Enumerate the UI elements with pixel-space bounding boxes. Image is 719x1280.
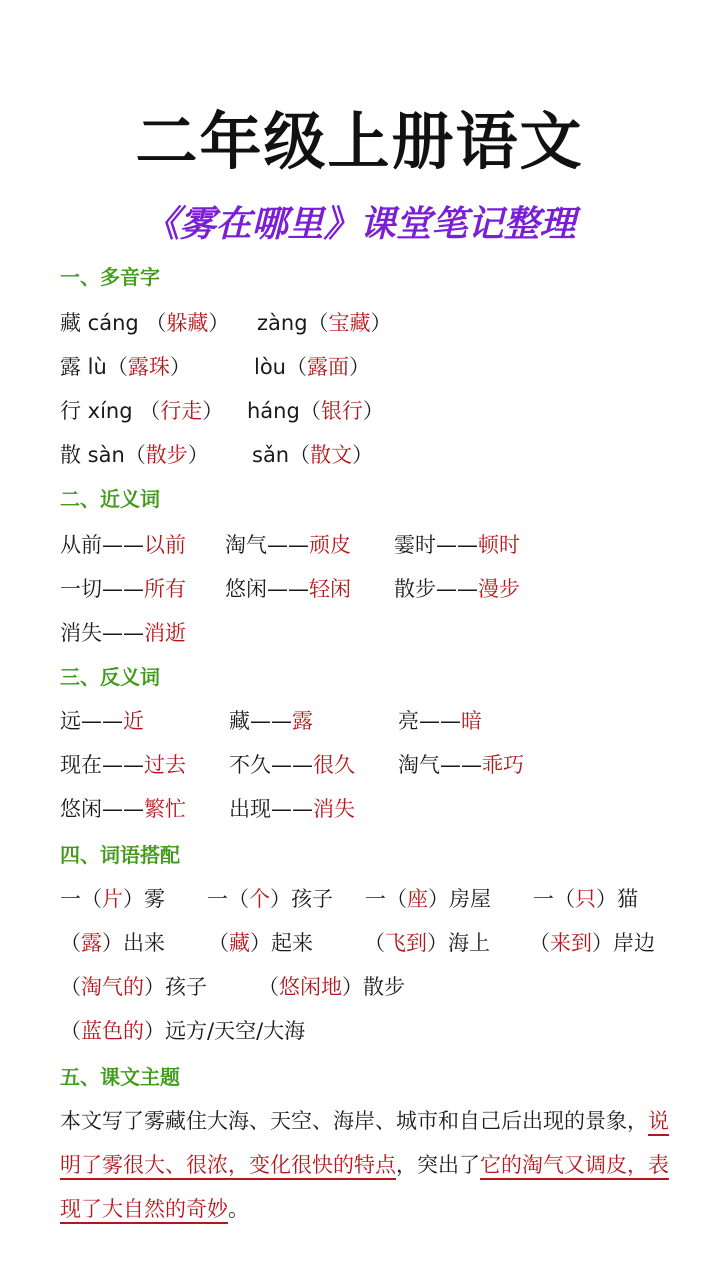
antonym-answer: 繁忙 [144, 797, 186, 821]
polyphonic-reading-2 [252, 440, 373, 470]
polyphonic-word: 躲藏 [166, 311, 209, 335]
synonym-pair [394, 530, 520, 560]
section-heading-collocations: 四、词语搭配 [60, 843, 180, 867]
section-heading-polyphonic: 一、多音字 [60, 265, 160, 289]
collocation-row [60, 972, 680, 1002]
polyphonic-text: ） [169, 355, 191, 379]
polyphonic-text: lòu（ [254, 355, 307, 379]
synonym-row [60, 530, 680, 560]
polyphonic-word: 银行 [320, 399, 363, 423]
collocation-text: ）孩子 [270, 887, 333, 911]
antonym-term: 悠闲—— [60, 797, 144, 821]
antonym-pair [60, 706, 144, 736]
page-subtitle: 《雾在哪里》课堂笔记整理 [143, 204, 576, 245]
collocation-text: ）散步 [342, 975, 405, 999]
polyphonic-row [60, 396, 680, 426]
antonym-answer: 露 [292, 709, 313, 733]
antonym-term: 淘气—— [398, 753, 482, 777]
synonym-pair [225, 530, 351, 560]
polyphonic-reading-2 [254, 352, 370, 382]
collocation-answer: 露 [81, 931, 102, 955]
polyphonic-reading-1 [60, 352, 191, 382]
synonym-term: 从前—— [60, 533, 144, 557]
collocation-text: （ [208, 931, 229, 955]
collocation-answer: 飞到 [385, 931, 427, 955]
antonym-pair [229, 794, 355, 824]
synonym-term: 淘气—— [225, 533, 309, 557]
synonym-pair [225, 574, 351, 604]
synonym-pair [60, 530, 186, 560]
polyphonic-reading-1 [60, 396, 223, 426]
synonym-term: 散步—— [394, 577, 478, 601]
antonym-row [60, 750, 680, 780]
antonym-pair [60, 794, 186, 824]
synonym-answer: 轻闲 [309, 577, 351, 601]
synonym-answer: 消逝 [144, 621, 186, 645]
collocation-answer: 来到 [550, 931, 592, 955]
antonym-term: 不久—— [229, 753, 313, 777]
antonym-answer: 暗 [461, 709, 482, 733]
theme-highlight-1: 说明了雾很大、很浓，变化很快的特点 [60, 1109, 669, 1177]
antonym-term: 现在—— [60, 753, 144, 777]
collocation-item [258, 972, 405, 1002]
antonym-row [60, 794, 680, 824]
collocation-text: ）雾 [123, 887, 165, 911]
section-heading-theme: 五、课文主题 [60, 1065, 180, 1089]
collocation-text: （ [364, 931, 385, 955]
section-heading-antonyms: 三、反义词 [60, 665, 160, 689]
synonym-term: 一切—— [60, 577, 144, 601]
collocation-text: （ [60, 1019, 81, 1043]
antonym-term: 藏—— [229, 709, 292, 733]
collocation-text: ）起来 [250, 931, 313, 955]
theme-text-2: ，突出了 [396, 1153, 480, 1177]
antonym-answer: 消失 [313, 797, 355, 821]
polyphonic-text: ） [370, 311, 392, 335]
collocation-answer: 淘气的 [81, 975, 144, 999]
collocation-answer: 片 [102, 887, 123, 911]
synonym-term: 消失—— [60, 621, 144, 645]
synonym-term: 霎时—— [394, 533, 478, 557]
collocation-text: ）猫 [596, 887, 638, 911]
synonym-answer: 顿时 [478, 533, 520, 557]
antonym-answer: 近 [123, 709, 144, 733]
section-heading-synonyms: 二、近义词 [60, 487, 160, 511]
collocation-row [60, 884, 680, 914]
collocation-answer: 悠闲地 [279, 975, 342, 999]
collocation-text: （ [529, 931, 550, 955]
collocation-item [207, 884, 333, 914]
polyphonic-reading-2 [247, 396, 384, 426]
collocation-text: ）海上 [427, 931, 490, 955]
polyphonic-text: 藏 cáng [60, 311, 146, 335]
collocation-text: 一（ [60, 887, 102, 911]
collocation-text: 一（ [365, 887, 407, 911]
polyphonic-text: 露 lù（ [60, 355, 128, 379]
antonym-answer: 乖巧 [482, 753, 524, 777]
synonym-term: 悠闲—— [225, 577, 309, 601]
synonym-row [60, 618, 680, 648]
collocation-answer: 座 [407, 887, 428, 911]
collocation-answer: 个 [249, 887, 270, 911]
polyphonic-text: ） [349, 355, 370, 379]
polyphonic-text: ） [187, 443, 209, 467]
collocation-answer: 只 [575, 887, 596, 911]
synonym-pair [60, 618, 186, 648]
polyphonic-text: ） [362, 399, 384, 423]
collocation-text: ）孩子 [144, 975, 207, 999]
antonym-answer: 很久 [313, 753, 355, 777]
collocation-text: ）房屋 [428, 887, 491, 911]
synonym-pair [60, 574, 186, 604]
collocation-text: 一（ [533, 887, 575, 911]
antonym-term: 亮—— [398, 709, 461, 733]
polyphonic-reading-1 [60, 308, 229, 338]
theme-text-1: 本文写了雾藏住大海、天空、海岸、城市和自己后出现的景象， [60, 1109, 648, 1133]
polyphonic-word: 散文 [310, 443, 353, 467]
antonym-pair [398, 750, 524, 780]
polyphonic-word: 露面 [307, 355, 349, 379]
polyphonic-reading-2 [257, 308, 392, 338]
collocation-text: （ [258, 975, 279, 999]
synonym-answer: 以前 [144, 533, 186, 557]
collocation-row [60, 1016, 680, 1046]
collocation-item [208, 928, 313, 958]
polyphonic-text: （ [139, 399, 161, 423]
theme-paragraph [60, 1099, 670, 1231]
collocation-text: ）岸边 [592, 931, 655, 955]
polyphonic-word: 行走 [160, 399, 203, 423]
collocation-answer: 蓝色的 [81, 1019, 144, 1043]
theme-text-3: 。 [228, 1197, 249, 1221]
collocation-item [60, 928, 165, 958]
polyphonic-text: sǎn（ [252, 443, 311, 467]
synonym-answer: 所有 [144, 577, 186, 601]
synonym-answer: 顽皮 [309, 533, 351, 557]
page-title: 二年级上册语文 [135, 105, 584, 178]
collocation-item [60, 1016, 305, 1046]
collocation-text: （ [60, 931, 81, 955]
synonym-row [60, 574, 680, 604]
antonym-row [60, 706, 680, 736]
polyphonic-row [60, 440, 680, 470]
polyphonic-text: ） [352, 443, 374, 467]
collocation-item [365, 884, 491, 914]
synonym-pair [394, 574, 520, 604]
antonym-term: 远—— [60, 709, 123, 733]
collocation-row [60, 928, 680, 958]
collocation-text: 一（ [207, 887, 249, 911]
synonym-answer: 漫步 [478, 577, 520, 601]
polyphonic-text: háng（ [247, 399, 321, 423]
polyphonic-reading-1 [60, 440, 209, 470]
polyphonic-word: 散步 [145, 443, 188, 467]
collocation-text: ）出来 [102, 931, 165, 955]
antonym-pair [60, 750, 186, 780]
polyphonic-row [60, 308, 680, 338]
polyphonic-text: zàng（ [257, 311, 329, 335]
collocation-text: （ [60, 975, 81, 999]
antonym-pair [229, 750, 355, 780]
collocation-answer: 藏 [229, 931, 250, 955]
collocation-item [533, 884, 638, 914]
collocation-item [60, 884, 165, 914]
polyphonic-word: 宝藏 [328, 311, 371, 335]
antonym-pair [229, 706, 313, 736]
polyphonic-text: 行 xíng [60, 399, 140, 423]
collocation-item [364, 928, 490, 958]
polyphonic-text: 散 sàn（ [60, 443, 146, 467]
polyphonic-text: ） [208, 311, 230, 335]
collocation-text: ）远方/天空/大海 [144, 1019, 306, 1043]
polyphonic-row [60, 352, 680, 382]
collocation-item [529, 928, 655, 958]
polyphonic-word: 露珠 [127, 355, 170, 379]
collocation-item [60, 972, 207, 1002]
polyphonic-text: （ [145, 311, 167, 335]
theme-highlight-2: 它的淘气又调皮，表现了大自然的奇妙 [60, 1153, 669, 1221]
antonym-term: 出现—— [229, 797, 313, 821]
antonym-pair [398, 706, 482, 736]
polyphonic-text: ） [202, 399, 224, 423]
antonym-answer: 过去 [144, 753, 186, 777]
